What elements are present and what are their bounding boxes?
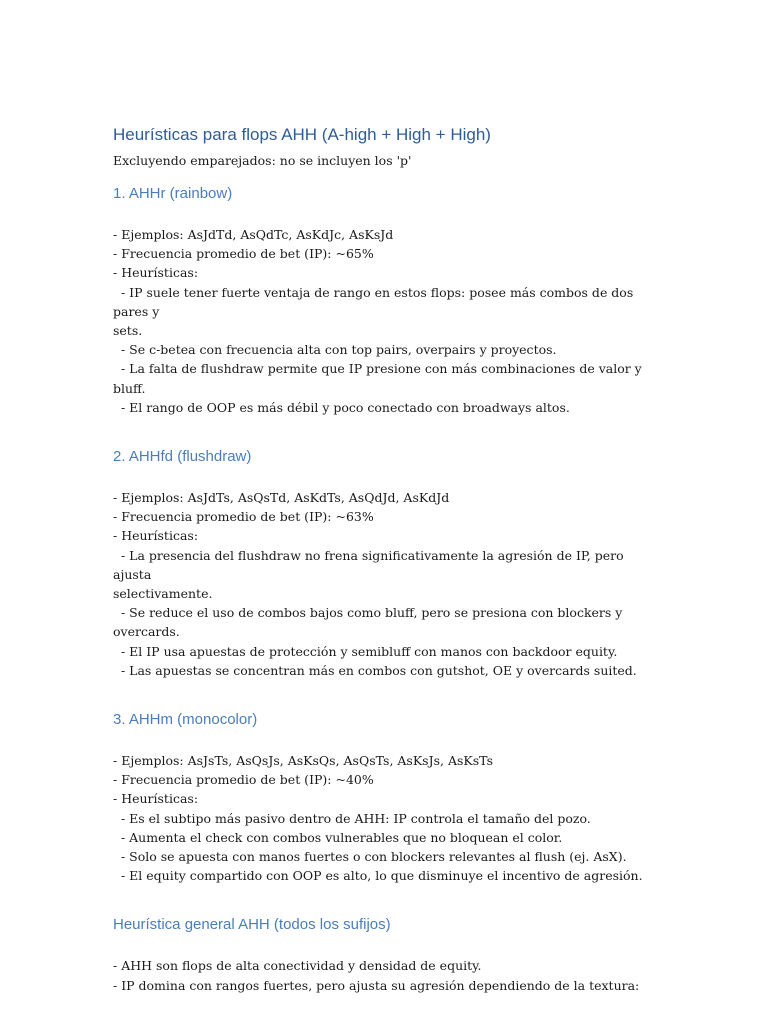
body-line: - Frecuencia promedio de bet (IP): ~63%: [113, 509, 374, 525]
body-line: - El IP usa apuestas de protección y semibluff con manos con backdoor equity.: [113, 643, 618, 659]
body-line: - Ejemplos: AsJsTs, AsQsJs, AsKsQs, AsQsTs, AsKsJs, AsKsTs: [113, 753, 494, 769]
section-ahhfd: [113, 447, 658, 680]
section-heading: 1. AHHr (rainbow): [113, 185, 233, 202]
body-line: - Heurísticas:: [113, 528, 199, 544]
body-line: - Aumenta el check con combos vulnerables que no bloquean el color.: [113, 829, 563, 845]
body-line: - Ejemplos: AsJdTd, AsQdTc, AsKdJc, AsKsJd: [113, 227, 394, 242]
body-line: - La presencia del flushdraw no frena significativamente la agresión de IP, pero ajusta: [113, 547, 628, 582]
body-line: selectivamente.: [113, 586, 213, 602]
section-ahhr: [113, 184, 658, 417]
body-line: - Las apuestas se concentran más en combos con gutshot, OE y overcards suited.: [113, 662, 637, 678]
body-line: - Frecuencia promedio de bet (IP): ~40%: [113, 772, 374, 788]
section-body: [113, 225, 658, 417]
body-line: - Frecuencia promedio de bet (IP): ~65%: [113, 246, 374, 262]
section-body: [113, 751, 658, 885]
body-line: - Solo se apuesta con manos fuertes o con blockers relevantes al flush (ej. AsX).: [113, 849, 627, 865]
section-general: [113, 915, 658, 994]
body-line: - Se reduce el uso de combos bajos como bluff, pero se presiona con blockers y overcards.: [113, 605, 627, 640]
body-line: - Heurísticas:: [113, 791, 199, 807]
body-line: - Heurísticas:: [113, 265, 199, 281]
body-line: - Ejemplos: AsJdTs, AsQsTd, AsKdTs, AsQdJd, AsKdJd: [113, 490, 450, 506]
section-heading: 2. AHHfd (flushdraw): [113, 448, 252, 466]
section-body: [113, 488, 658, 680]
document-title: Heurísticas para flops AHH (A-high + High + High): [113, 125, 491, 144]
body-line: - Se c-betea con frecuencia alta con top pairs, overpairs y proyectos.: [113, 342, 557, 358]
section-heading: 3. AHHm (monocolor): [113, 711, 258, 729]
section-ahhm: [113, 710, 658, 885]
body-line: - La falta de flushdraw permite que IP presione con más combinaciones de valor y bluff.: [113, 361, 646, 396]
body-line: - Es el subtipo más pasivo dentro de AHH: IP controla el tamaño del pozo.: [113, 810, 591, 826]
body-line: - El rango de OOP es más débil y poco conectado con broadways altos.: [113, 399, 570, 415]
body-line: - IP suele tener fuerte ventaja de rango en estos flops: posee más combos de dos pares y: [113, 284, 638, 319]
section-body: [113, 956, 658, 994]
body-line: - AHH son flops de alta conectividad y densidad de equity.: [113, 958, 482, 974]
body-line: - El equity compartido con OOP es alto, lo que disminuye el incentivo de agresión.: [113, 868, 643, 884]
body-line: sets.: [113, 323, 143, 339]
document-subtitle: Excluyendo emparejados: no se incluyen los 'p': [113, 153, 412, 168]
body-line: - IP domina con rangos fuertes, pero ajusta su agresión dependiendo de la textura:: [113, 977, 640, 993]
section-heading: Heurística general AHH (todos los sufijos): [113, 916, 391, 934]
